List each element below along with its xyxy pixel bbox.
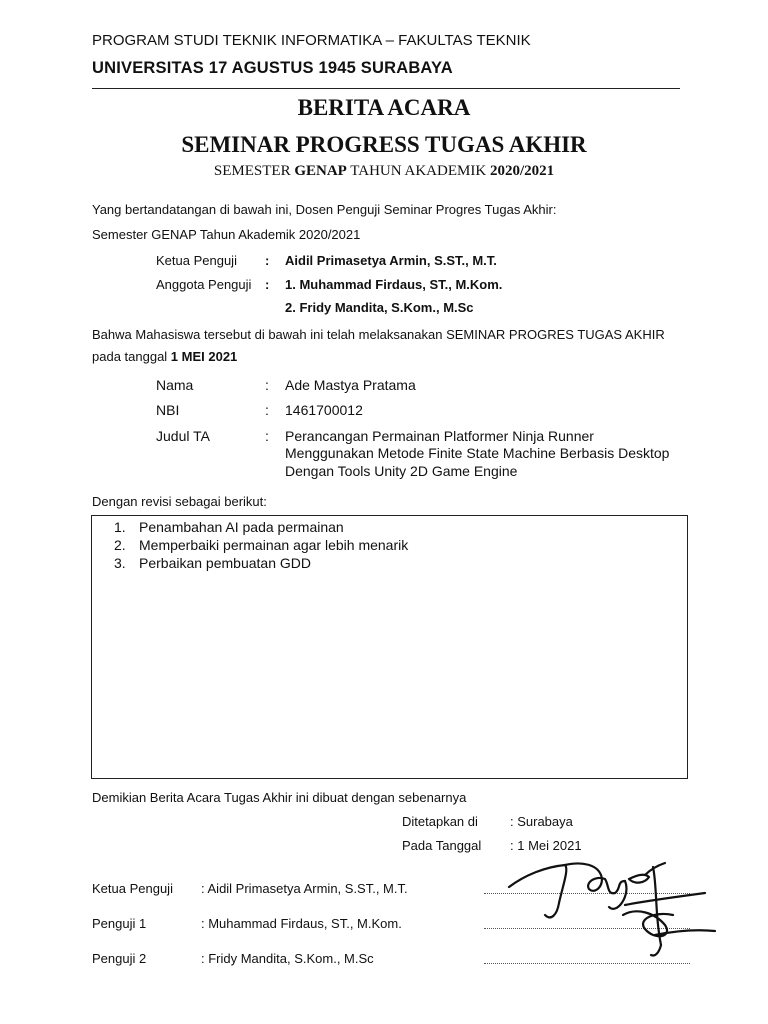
nbi-value: 1461700012: [285, 402, 363, 418]
judul-line-2: Menggunakan Metode Finite State Machine Berbasis Desktop: [285, 445, 670, 461]
sig-name-ketua: : Aidil Primasetya Armin, S.ST., M.T.: [201, 881, 408, 896]
nama-value: Ade Mastya Pratama: [285, 377, 416, 393]
university-header: UNIVERSITAS 17 AGUSTUS 1945 SURABAYA: [92, 59, 453, 77]
sig-name-penguji-1: : Muhammad Firdaus, ST., M.Kom.: [201, 916, 402, 931]
document-subtitle: SEMINAR PROGRESS TUGAS AKHIR: [181, 132, 587, 157]
anggota-colon: :: [265, 277, 270, 292]
header-divider: [92, 88, 680, 89]
revision-item: Penambahan AI pada permainan: [139, 519, 344, 535]
revision-label: Dengan revisi sebagai berikut:: [92, 494, 267, 509]
nbi-colon: :: [265, 402, 269, 418]
judul-line-1: Perancangan Permainan Platformer Ninja Runner: [285, 428, 594, 444]
signature-line: [484, 963, 690, 964]
closing-text: Demikian Berita Acara Tugas Akhir ini dibuat dengan sebenarnya: [92, 790, 467, 805]
statement-line-2: [92, 349, 237, 364]
statement-date: 1 MEI 2021: [170, 349, 238, 364]
anggota-1-name: 1. Muhammad Firdaus, ST., M.Kom.: [285, 277, 503, 292]
intro-line-1: Yang bertandatangan di bawah ini, Dosen Penguji Seminar Progres Tugas Akhir:: [92, 202, 557, 217]
semester-prefix: SEMESTER: [213, 163, 295, 179]
judul-line-3: Dengan Tools Unity 2D Game Engine: [285, 463, 518, 479]
statement-prefix: pada tanggal: [92, 349, 171, 364]
ketua-label: Ketua Penguji: [156, 253, 237, 268]
judul-label: Judul TA: [156, 428, 210, 444]
sig-name-penguji-2: : Fridy Mandita, S.Kom., M.Sc: [201, 951, 374, 966]
year-value: 2020/2021: [489, 163, 555, 179]
nbi-label: NBI: [156, 402, 180, 418]
year-prefix: TAHUN AKADEMIK: [346, 163, 490, 179]
semester-line: [0, 163, 768, 180]
revision-num: 1.: [114, 519, 126, 535]
anggota-label: Anggota Penguji: [156, 277, 252, 292]
semester-value: GENAP: [294, 163, 347, 179]
nama-colon: :: [265, 377, 269, 393]
ketua-colon: :: [265, 253, 270, 268]
statement-line-1: Bahwa Mahasiswa tersebut di bawah ini telah melaksanakan SEMINAR PROGRES TUGAS AKHIR: [92, 327, 665, 342]
revision-item: Memperbaiki permainan agar lebih menarik: [139, 537, 409, 553]
anggota-2-name: 2. Fridy Mandita, S.Kom., M.Sc: [285, 300, 474, 315]
nama-label: Nama: [156, 377, 194, 393]
tanggal-label: Pada Tanggal: [402, 838, 482, 853]
tanggal-value: : 1 Mei 2021: [510, 838, 582, 853]
intro-line-2: Semester GENAP Tahun Akademik 2020/2021: [92, 227, 361, 242]
handwritten-signature: [505, 845, 725, 960]
sig-role-penguji-1: Penguji 1: [92, 916, 147, 931]
ditetapkan-label: Ditetapkan di: [402, 814, 478, 829]
sig-role-penguji-2: Penguji 2: [92, 951, 147, 966]
document-title: BERITA ACARA: [297, 95, 471, 120]
revision-item: Perbaikan pembuatan GDD: [139, 555, 311, 571]
ketua-name: Aidil Primasetya Armin, S.ST., M.T.: [285, 253, 497, 268]
program-header: PROGRAM STUDI TEKNIK INFORMATIKA – FAKULTAS TEKNIK: [92, 32, 531, 49]
sig-role-ketua: Ketua Penguji: [92, 881, 173, 896]
judul-colon: :: [265, 428, 269, 444]
revision-num: 3.: [114, 555, 126, 571]
ditetapkan-value: : Surabaya: [510, 814, 573, 829]
revision-num: 2.: [114, 537, 126, 553]
